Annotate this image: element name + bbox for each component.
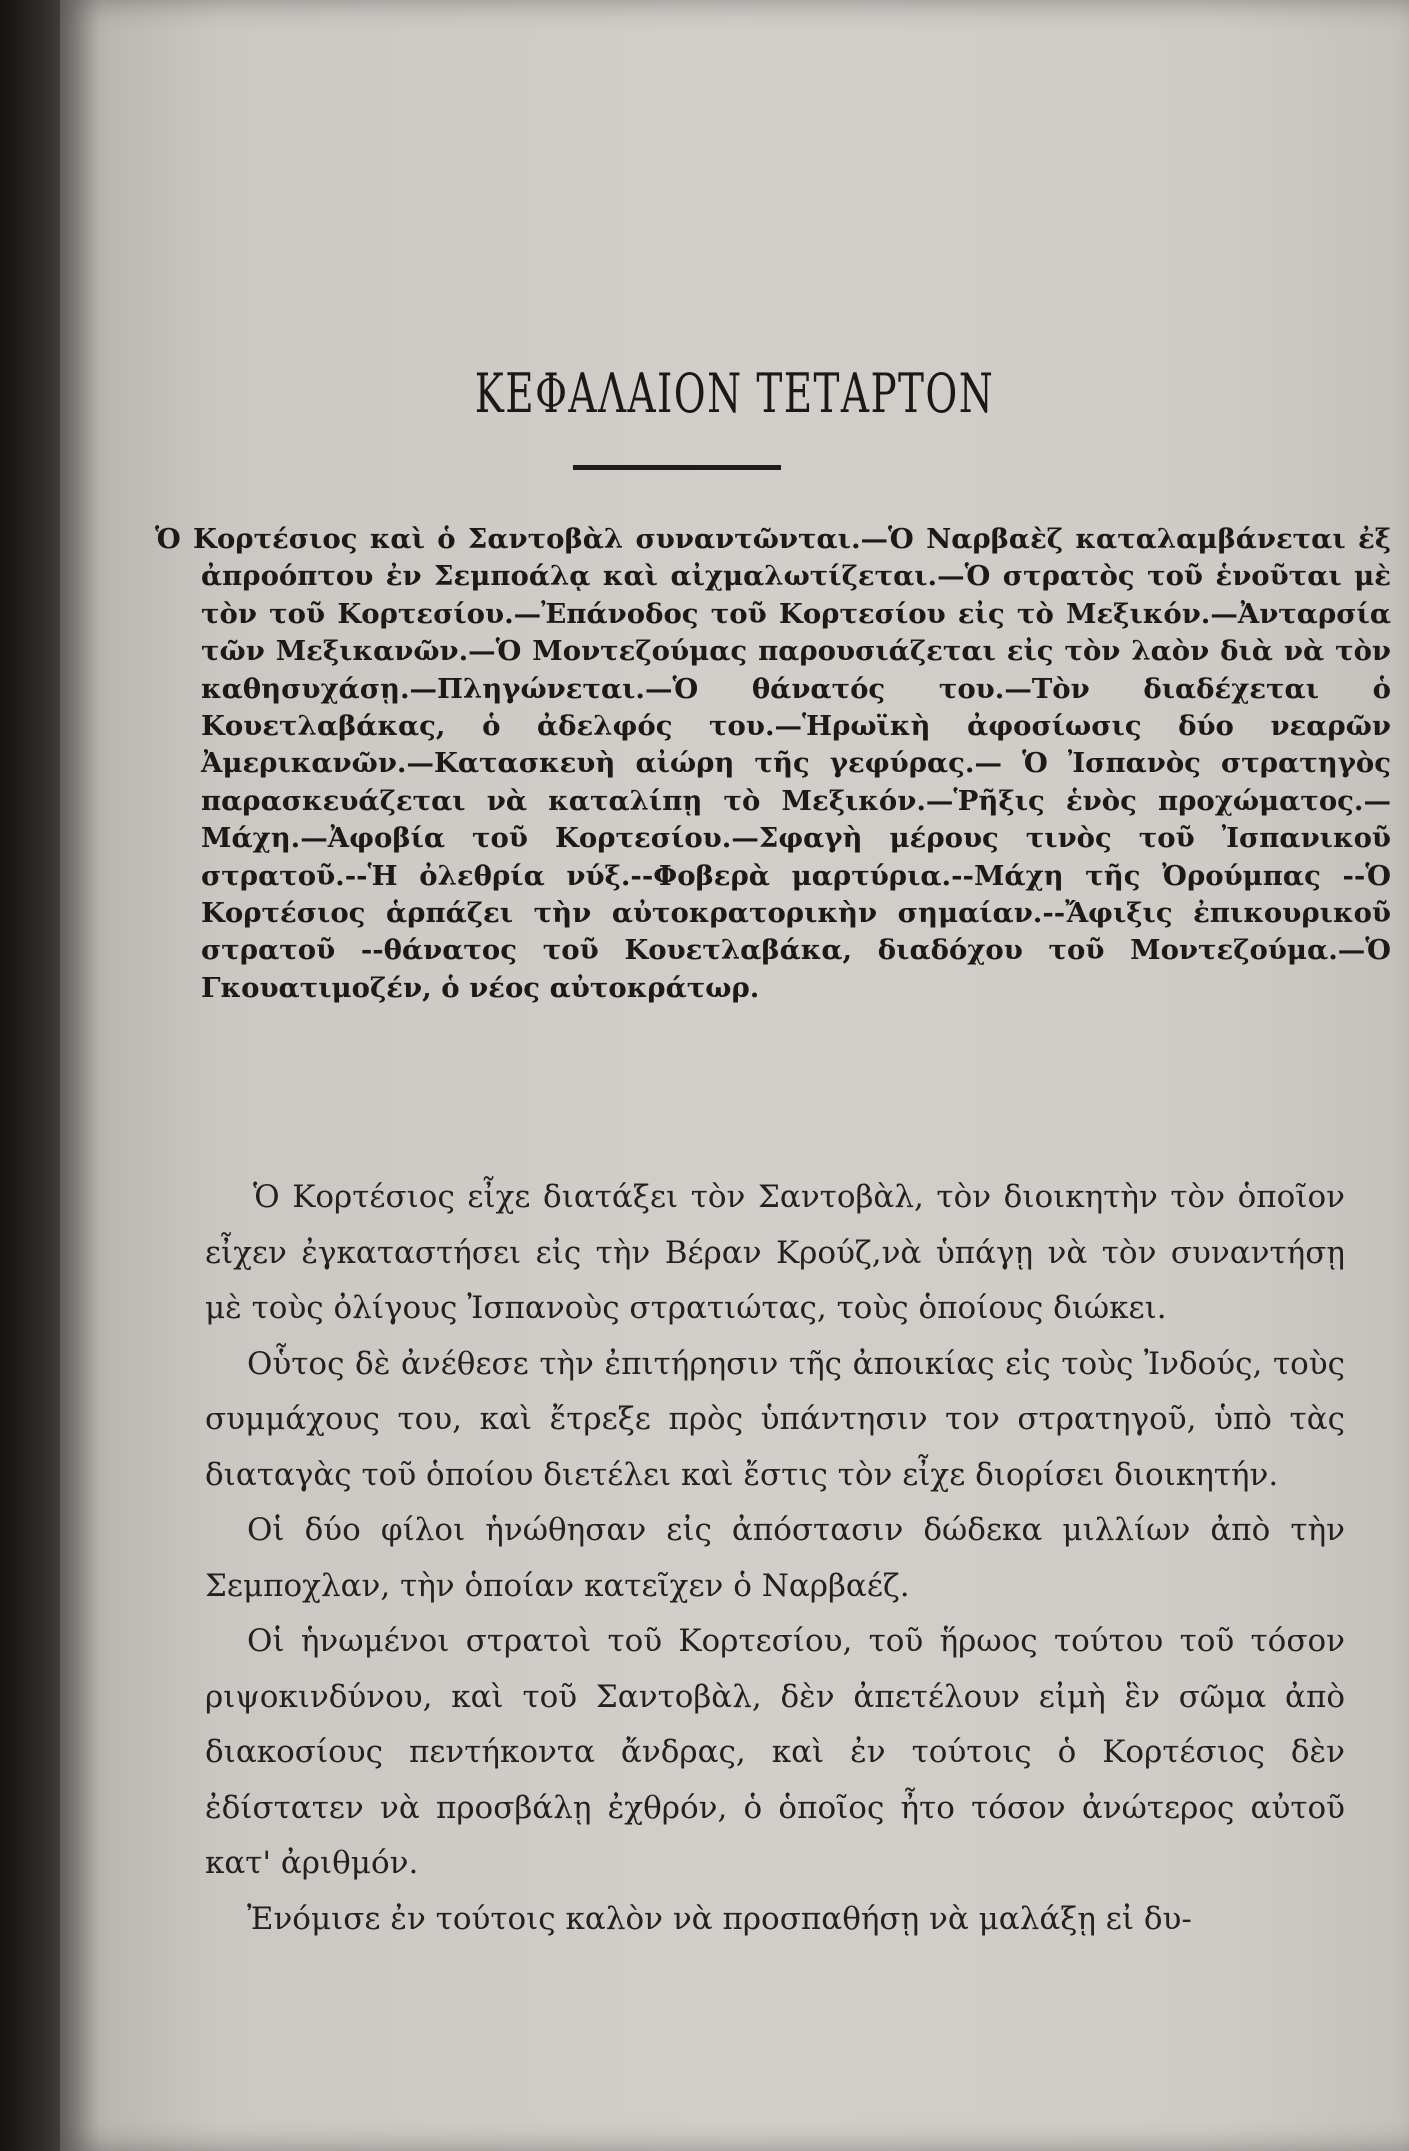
chapter-summary-text: Ὁ Κορτέσιος καὶ ὁ Σαντοβὰλ συναντῶνται.—Ὁ Ναρβαὲζ καταλαμβάνεται ἐξ ἀπροόπτου ἐν Σεμποάλᾳ καὶ αἰχμαλωτίζεται.—Ὁ στρατὸς τοῦ ἑνοῦται μὲ τὸν τοῦ Κορτεσίου.—Ἐπάνοδος τοῦ Κορτεσίου εἰς τὸ Μεξικόν.—Ἀνταρσία τῶν Μεξικανῶν.—Ὁ Μοντεζούμας παρουσιάζεται εἰς τὸν λαὸν διὰ νὰ τὸν καθησυχάσῃ.—Πληγώνεται.—Ὁ θάνατός του.—Τὸν διαδέχεται ὁ Κουετλαβάκας, ὁ ἀδελφός του.—Ἡρωϊκὴ ἀφοσίωσις δύο νεαρῶν Ἀμερικανῶν.—Κατασκευὴ αἰώρη τῆς γεφύρας.— Ὁ Ἰσπανὸς στρατηγὸς παρασκευάζεται νὰ καταλίπῃ τὸ Μεξικόν.—Ῥῆξις ἑνὸς προχώματος.—Μάχη.—Ἀφοβία τοῦ Κορτεσίου.—Σφαγὴ μέρους τινὸς τοῦ Ἰσπανικοῦ στρατοῦ.--Ἡ ὀλεθρία νύξ.--Φοβερὰ μαρτύρια.--Μάχη τῆς Ὀρούμπας --Ὁ Κορτέσιος ἁρπάζει τὴν αὐτοκρατορικὴν σημαίαν.--Ἄφιξις ἐπικουρικοῦ στρατοῦ --θάνατος τοῦ Κουετλαβάκα, διαδόχου τοῦ Μοντεζούμα.—Ὁ Γκουατιμοζέν, ὁ νέος αὐτοκράτωρ. (155, 523, 1391, 1004)
paragraph-1: Ὁ Κορτέσιος εἶχε διατάξει τὸν Σαντοβὰλ, τὸν διοικητὴν τὸν ὁποῖον εἶχεν ἐγκαταστήσει εἰς τὴν Βέραν Κρούζ,νὰ ὑπάγῃ νὰ τὸν συναντήσῃ μὲ τοὺς ὀλίγους Ἰσπανοὺς στρατιώτας, τοὺς ὁποίους διώκει. (205, 1179, 1345, 1326)
title-underline (573, 465, 781, 470)
book-spine-shadow (0, 0, 60, 2151)
paragraph-2: Οὗτος δὲ ἀνέθεσε τὴν ἐπιτήρησιν τῆς ἀποικίας εἰς τοὺς Ἰνδούς, τοὺς συμμάχους του, καὶ ἔτρεξε πρὸς ὑπάντησιν τον στρατηγοῦ, ὑπὸ τὰς διαταγὰς τοῦ ὁποίου διετέλει καὶ ἔστις τὸν εἶχε διορίσει διοικητήν. (205, 1345, 1345, 1493)
paragraph-5: Ἐνόμισε ἐν τούτοις καλὸν νὰ προσπαθήσῃ νὰ μαλάξῃ εἰ δυ- (247, 1900, 1192, 1937)
chapter-title: ΚΕΦΑΛΑΙΟΝ ΤΕΤΑΡΤΟΝ (474, 362, 995, 425)
book-page (60, 0, 1409, 2151)
paragraph-3: Οἱ δύο φίλοι ἡνώθησαν εἰς ἀπόστασιν δώδεκα μιλλίων ἀπὸ τὴν Σεμποχλαν, τὴν ὁποίαν κατεῖχεν ὁ Ναρβαέζ. (205, 1512, 1345, 1604)
chapter-body (205, 1170, 1345, 1947)
chapter-summary (155, 521, 1391, 1007)
paragraph-4: Οἱ ἡνωμένοι στρατοὶ τοῦ Κορτεσίου, τοῦ ἥρωος τούτου τοῦ τόσον ριψοκινδύνου, καὶ τοῦ Σαντοβὰλ, δὲν ἀπετέλουν εἰμὴ ἓν σῶμα ἀπὸ διακοσίους πεντήκοντα ἄνδρας, καὶ ἐν τούτοις ὁ Κορτέσιος δὲν ἐδίστατεν νὰ προσβάλῃ ἐχθρόν, ὁ ὁποῖος ἦτο τόσον ἀνώτερος αὐτοῦ κατ' ἀριθμόν. (205, 1623, 1345, 1881)
